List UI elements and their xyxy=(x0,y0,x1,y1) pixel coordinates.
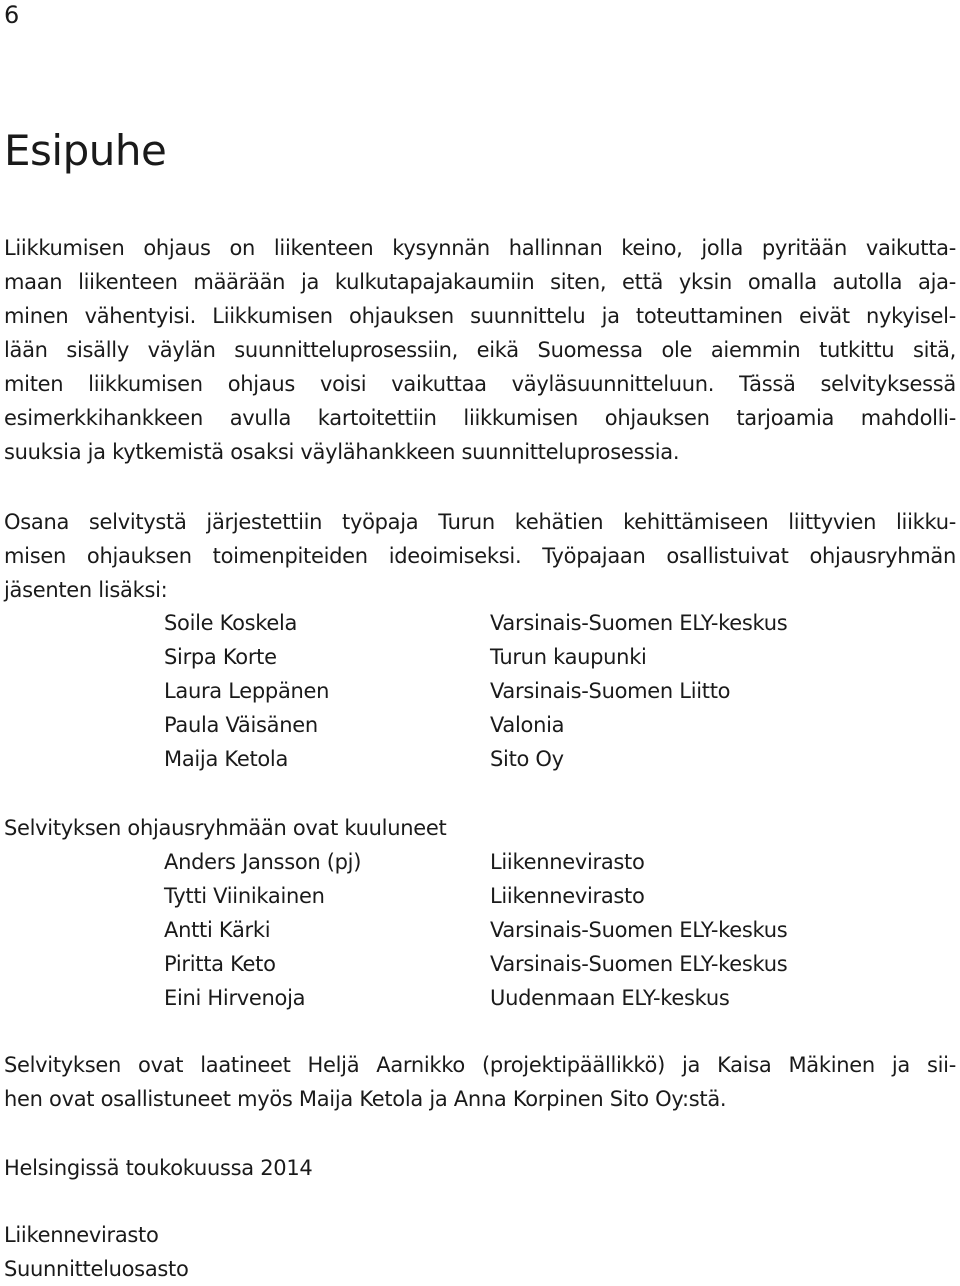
signature-department: Suunnitteluosasto xyxy=(4,1257,189,1281)
paragraph-line: jäsenten lisäksi: xyxy=(4,578,168,602)
paragraph-line: misen ohjauksen toimenpiteiden ideoimiseksi. Työpajaan osallistuivat ohjausryhmän xyxy=(4,544,956,568)
participant-org: Valonia xyxy=(490,713,565,737)
signature-organization: Liikennevirasto xyxy=(4,1223,159,1247)
participant-name: Sirpa Korte xyxy=(164,645,277,669)
paragraph-line: Liikkumisen ohjaus on liikenteen kysynnän hallinnan keino, jolla pyritään vaikutta- xyxy=(4,236,956,260)
intro-paragraph xyxy=(4,231,956,469)
steering-member-row xyxy=(164,879,924,913)
steering-member-row xyxy=(164,913,924,947)
participant-row xyxy=(164,742,924,776)
participant-org: Varsinais-Suomen Liitto xyxy=(490,679,731,703)
participant-row xyxy=(164,606,924,640)
steering-member-name: Anders Jansson (pj) xyxy=(164,850,362,874)
steering-member-org: Liikennevirasto xyxy=(490,884,645,908)
page-title: Esipuhe xyxy=(4,126,167,175)
participant-row xyxy=(164,708,924,742)
workshop-participants-list xyxy=(164,606,924,776)
paragraph-line: lään sisälly väylän suunnitteluprosessiin, eikä Suomessa ole aiemmin tutkittu sitä, xyxy=(4,338,956,362)
page-number: 6 xyxy=(4,1,20,29)
steering-member-row xyxy=(164,845,924,879)
steering-member-name: Antti Kärki xyxy=(164,918,271,942)
paragraph-line: Osana selvitystä järjestettiin työpaja Turun kehätien kehittämiseen liittyvien liikku- xyxy=(4,510,956,534)
paragraph-line: hen ovat osallistuneet myös Maija Ketola ja Anna Korpinen Sito Oy:stä. xyxy=(4,1087,727,1111)
authors-paragraph xyxy=(4,1048,956,1116)
paragraph-line: suuksia ja kytkemistä osaksi väylähankkeen suunnitteluprosessia. xyxy=(4,440,680,464)
paragraph-line: Selvityksen ovat laatineet Heljä Aarnikko (projektipäällikkö) ja Kaisa Mäkinen ja sii- xyxy=(4,1053,956,1077)
participant-row xyxy=(164,640,924,674)
signature-block xyxy=(4,1218,956,1286)
paragraph-line: maan liikenteen määrään ja kulkutapajakaumiin siten, että yksin omalla autolla aja- xyxy=(4,270,956,294)
steering-member-org: Liikennevirasto xyxy=(490,850,645,874)
participant-name: Maija Ketola xyxy=(164,747,289,771)
steering-member-name: Eini Hirvenoja xyxy=(164,986,306,1010)
paragraph-line: miten liikkumisen ohjaus voisi vaikuttaa väyläsuunnitteluun. Tässä selvityksessä xyxy=(4,372,956,396)
steering-member-org: Varsinais-Suomen ELY-keskus xyxy=(490,918,788,942)
workshop-paragraph xyxy=(4,505,956,607)
steering-member-row xyxy=(164,947,924,981)
steering-member-name: Piritta Keto xyxy=(164,952,276,976)
participant-org: Turun kaupunki xyxy=(490,645,647,669)
participant-name: Soile Koskela xyxy=(164,611,298,635)
paragraph-line: esimerkkihankkeen avulla kartoitettiin liikkumisen ohjauksen tarjoamia mahdolli- xyxy=(4,406,956,430)
participant-org: Varsinais-Suomen ELY-keskus xyxy=(490,611,788,635)
participant-org: Sito Oy xyxy=(490,747,564,771)
steering-member-row xyxy=(164,981,924,1015)
steering-member-name: Tytti Viinikainen xyxy=(164,884,325,908)
participant-name: Laura Leppänen xyxy=(164,679,330,703)
participant-row xyxy=(164,674,924,708)
steering-member-org: Varsinais-Suomen ELY-keskus xyxy=(490,952,788,976)
steering-group-list xyxy=(164,845,924,1015)
paragraph-line: minen vähentyisi. Liikkumisen ohjauksen suunnittelu ja toteuttaminen eivät nykyisel- xyxy=(4,304,956,328)
participant-name: Paula Väisänen xyxy=(164,713,318,737)
steering-member-org: Uudenmaan ELY-keskus xyxy=(490,986,730,1010)
steering-group-heading: Selvityksen ohjausryhmään ovat kuuluneet xyxy=(4,816,447,840)
place-date: Helsingissä toukokuussa 2014 xyxy=(4,1156,313,1180)
